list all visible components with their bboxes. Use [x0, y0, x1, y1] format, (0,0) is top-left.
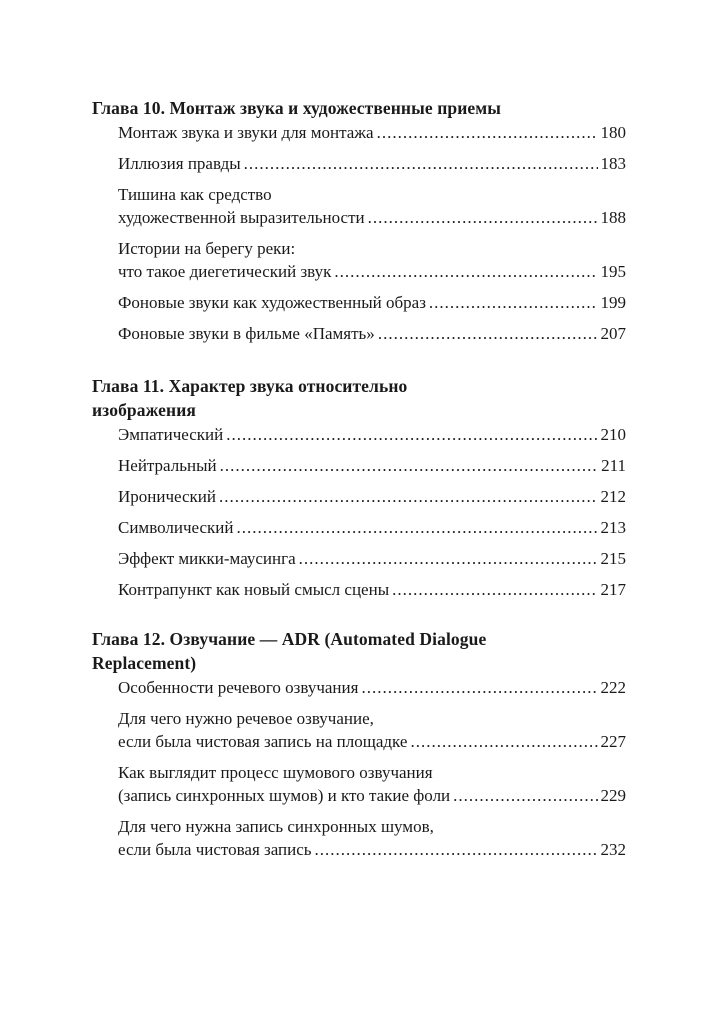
entry-text: художественной выразительности: [118, 208, 365, 227]
toc-entry[interactable]: [92, 547, 626, 570]
entry-text: что такое диегетический звук: [118, 262, 332, 281]
chapter-title: Глава 10. Монтаж звука и художественные приемы: [92, 98, 502, 118]
dot-leader: [377, 121, 598, 144]
entry-page: 211: [601, 456, 626, 475]
entry-page: 183: [600, 154, 626, 173]
toc-entry[interactable]: [92, 761, 626, 807]
entry-text: если была чистовая запись на площадке: [118, 732, 408, 751]
entry-page: 210: [600, 425, 626, 444]
toc-entry[interactable]: [92, 578, 626, 601]
entry-text-line1: Для чего нужна запись синхронных шумов,: [118, 817, 434, 836]
entry-page: 199: [600, 293, 626, 312]
toc-entry[interactable]: [92, 423, 626, 446]
entry-text: Эффект микки-маусинга: [118, 549, 296, 568]
chapter-title: Глава 12. Озвучание — ADR (Automated Dialogue Replacement): [92, 629, 487, 673]
entry-text: Монтаж звука и звуки для монтажа: [118, 123, 374, 142]
entry-page: 229: [600, 786, 626, 805]
entry-list: [92, 676, 626, 861]
entry-page: 222: [600, 678, 626, 697]
dot-leader: [220, 454, 599, 477]
toc-entry[interactable]: [92, 485, 626, 508]
entry-text: Иронический: [118, 487, 216, 506]
dot-leader: [429, 291, 598, 314]
entry-page: 212: [600, 487, 626, 506]
dot-leader: [219, 485, 598, 508]
chapter-12: [92, 627, 626, 869]
dot-leader: [392, 578, 597, 601]
entry-text: Иллюзия правды: [118, 154, 241, 173]
dot-leader: [334, 260, 597, 283]
toc-entry[interactable]: [92, 676, 626, 699]
dot-leader: [410, 730, 597, 753]
entry-text: Фоновые звуки в фильме «Память»: [118, 324, 375, 343]
dot-leader: [315, 838, 598, 861]
dot-leader: [299, 547, 598, 570]
toc-entry[interactable]: [92, 291, 626, 314]
entry-page: 227: [600, 732, 626, 751]
entry-text-line1: Истории на берегу реки:: [118, 239, 296, 258]
dot-leader: [368, 206, 598, 229]
entry-page: 217: [600, 580, 626, 599]
toc-entry[interactable]: [92, 707, 626, 753]
entry-text: Нейтральный: [118, 456, 217, 475]
dot-leader: [361, 676, 597, 699]
toc-entry[interactable]: [92, 322, 626, 345]
dot-leader: [244, 152, 598, 175]
toc-entry[interactable]: [92, 152, 626, 175]
toc-entry[interactable]: [92, 237, 626, 283]
entry-page: 213: [600, 518, 626, 537]
entry-text: Особенности речевого озвучания: [118, 678, 359, 697]
entry-page: 232: [600, 840, 626, 859]
entry-page: 207: [600, 324, 626, 343]
toc-entry[interactable]: [92, 454, 626, 477]
toc-entry[interactable]: [92, 516, 626, 539]
entry-text: Фоновые звуки как художественный образ: [118, 293, 426, 312]
toc-entry[interactable]: [92, 183, 626, 229]
chapter-10: [92, 96, 626, 353]
dot-leader: [226, 423, 597, 446]
entry-list: [92, 423, 626, 601]
chapter-title: Глава 11. Характер звука относительно изображения: [92, 376, 408, 420]
entry-text: если была чистовая запись: [118, 840, 312, 859]
toc-entry[interactable]: [92, 121, 626, 144]
entry-list: [92, 121, 626, 345]
entry-text: Эмпатический: [118, 425, 224, 444]
entry-text-line1: Тишина как средство: [118, 185, 272, 204]
entry-text: (запись синхронных шумов) и кто такие фоли: [118, 786, 451, 805]
entry-text-line1: Для чего нужно речевое озвучание,: [118, 709, 374, 728]
entry-text-line1: Как выглядит процесс шумового озвучания: [118, 763, 433, 782]
entry-page: 195: [600, 262, 626, 281]
entry-page: 215: [600, 549, 626, 568]
dot-leader: [453, 784, 597, 807]
dot-leader: [378, 322, 598, 345]
entry-page: 180: [600, 123, 626, 142]
toc-entry[interactable]: [92, 815, 626, 861]
entry-text: Символический: [118, 518, 234, 537]
dot-leader: [236, 516, 597, 539]
entry-page: 188: [600, 208, 626, 227]
chapter-11: [92, 374, 626, 609]
entry-text: Контрапункт как новый смысл сцены: [118, 580, 390, 599]
